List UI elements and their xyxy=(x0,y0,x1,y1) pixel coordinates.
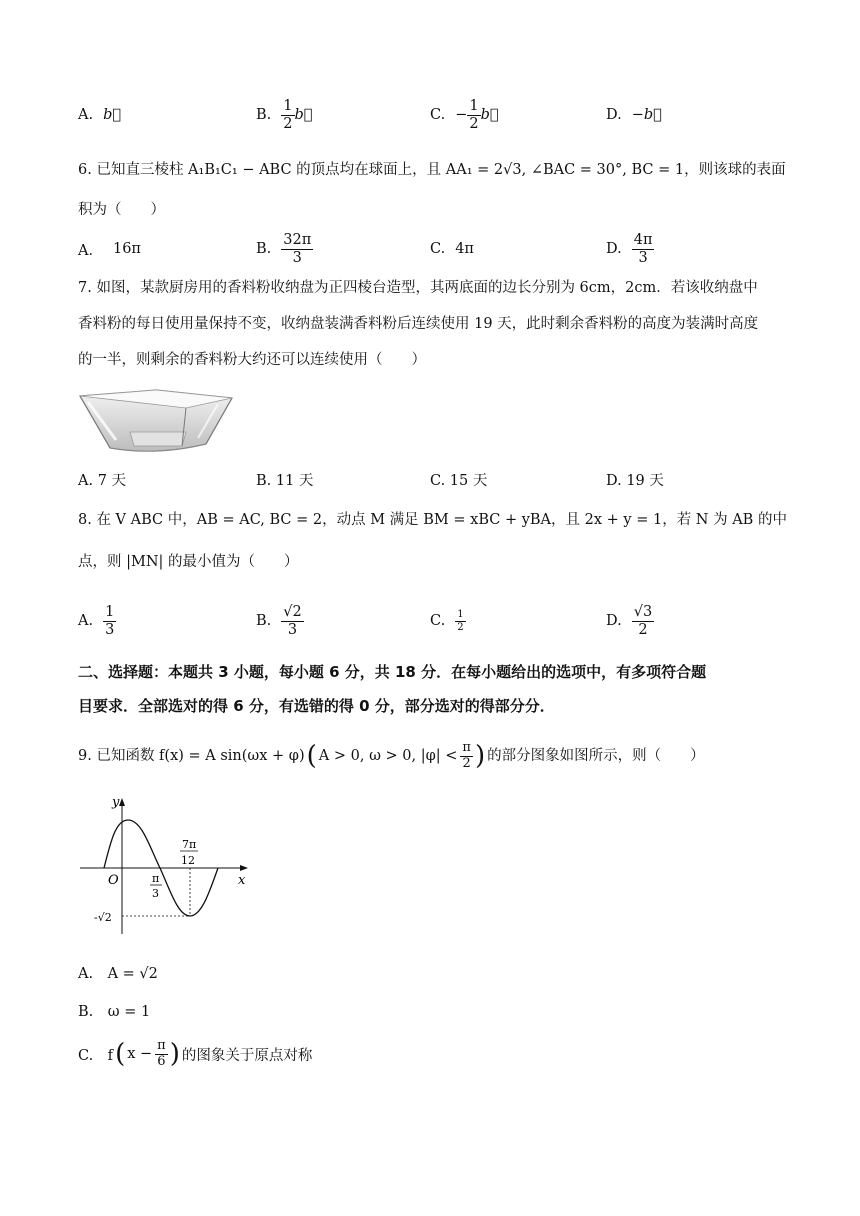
q7-option-b[interactable]: B. 11 天 xyxy=(256,472,314,489)
fraction: $\frac{\pi}{6}$ xyxy=(157,1037,166,1069)
seven-pi-den: 12 xyxy=(181,854,195,867)
q8-option-a[interactable]: A. $\frac{1}{3}$ xyxy=(78,603,115,638)
q7-option-d[interactable]: D. 19 天 xyxy=(606,472,664,489)
q8-stem-line1: 8. 在 V ABC 中，AB = AC, BC = 2，动点 M 满足 BM = xBC + yBA，且 2x + y = 1，若 N 为 AB 的中 xyxy=(78,512,787,528)
y-label: y xyxy=(112,795,120,810)
q7-option-a[interactable]: A. 7 天 xyxy=(78,472,127,489)
q8-option-c[interactable]: C. $\frac{1}{2}$ xyxy=(430,609,464,633)
sine-graph xyxy=(78,790,250,936)
section2-heading-line1: 二、选择题：本题共 3 小题，每小题 6 分，共 18 分．在每小题给出的选项中，有多项符合题 xyxy=(78,663,707,681)
q8-stem-line2: 点，则 |MN| 的最小值为（ ） xyxy=(78,554,299,570)
fraction: $\frac{4\pi}{3}$ xyxy=(633,231,653,266)
q9-option-c[interactable]: C. f ( x − $\frac{\pi}{6}$ ) 的图象关于原点对称 xyxy=(78,1037,313,1069)
x-label: x xyxy=(238,873,246,888)
origin-label: O xyxy=(108,873,119,888)
q8-option-b[interactable]: B. $\frac{√2}{3}$ xyxy=(256,603,302,638)
q6-stem-line2: 积为（ ） xyxy=(78,202,165,218)
q7-option-c[interactable]: C. 15 天 xyxy=(430,472,488,489)
q5-option-b[interactable]: B. $\frac{1}{2}$ b⃗ xyxy=(256,97,313,132)
q9-option-b[interactable]: B. ω = 1 xyxy=(78,1004,151,1020)
q8-options xyxy=(78,598,778,644)
neg-root2-label: -√2 xyxy=(94,911,112,924)
fraction: $\frac{√2}{3}$ xyxy=(283,603,302,638)
y-arrow-icon xyxy=(119,798,125,806)
seven-pi-num: 7π xyxy=(182,838,197,851)
q5-option-a[interactable]: A. b⃗ xyxy=(78,107,122,123)
q6-option-d[interactable]: D. $\frac{4\pi}{3}$ xyxy=(606,231,653,266)
q9-stem: 9. 已知函数 f(x) = A sin(ωx + φ) ( A > 0, ω > 0, |φ| < $\frac{\pi}{2}$ ) 的部分图象如图所示，则（ ） xyxy=(78,739,705,771)
fraction: $\frac{1}{2}$ xyxy=(457,609,464,633)
q7-stem-line3: 的一半，则剩余的香料粉大约还可以连续使用（ ） xyxy=(78,352,426,368)
pi-over-3-den: 3 xyxy=(152,887,159,900)
fraction: $\frac{1}{2}$ xyxy=(283,97,293,132)
fraction: $\frac{1}{2}$ xyxy=(469,97,479,132)
fraction: $\frac{\pi}{2}$ xyxy=(462,739,471,771)
q5-option-c[interactable]: C. − $\frac{1}{2}$ b⃗ xyxy=(430,97,499,132)
section2-heading-line2: 目要求．全部选对的得 6 分，有选错的得 0 分，部分选对的得部分分． xyxy=(78,697,555,715)
q6-option-b[interactable]: B. $\frac{32\pi}{3}$ xyxy=(256,231,312,266)
fraction: $\frac{√3}{2}$ xyxy=(633,603,653,638)
q6-options xyxy=(78,226,778,272)
q5-option-d[interactable]: D. −b⃗ xyxy=(606,107,662,123)
x-arrow-icon xyxy=(240,865,248,871)
q7-stem-line1: 7. 如图，某款厨房用的香料粉收纳盘为正四棱台造型，其两底面的边长分别为 6cm，2cm．若该收纳盘中 xyxy=(78,280,758,296)
q7-stem-line2: 香料粉的每日使用量保持不变，收纳盘装满香料粉后连续使用 19 天，此时剩余香料粉的高度为装满时高度 xyxy=(78,316,759,332)
pi-over-3-num: π xyxy=(152,872,160,885)
q8-option-d[interactable]: D. $\frac{√3}{2}$ xyxy=(606,603,653,638)
q5-options xyxy=(78,92,778,138)
fraction: $\frac{32\pi}{3}$ xyxy=(283,231,312,266)
q9-option-a[interactable]: A. A = √2 xyxy=(78,966,158,982)
q6-stem-line1: 6. 已知直三棱柱 A₁B₁C₁ − ABC 的顶点均在球面上，且 AA₁ = 2√3, ∠BAC = 30°, BC = 1，则该球的表面 xyxy=(78,162,786,178)
q6-option-c[interactable]: C. 4π xyxy=(430,241,474,257)
glass-bowl-image xyxy=(78,388,234,456)
q7-options xyxy=(78,456,778,502)
fraction: $\frac{1}{3}$ xyxy=(105,603,115,638)
q6-option-a[interactable]: A． 16π xyxy=(78,241,141,259)
